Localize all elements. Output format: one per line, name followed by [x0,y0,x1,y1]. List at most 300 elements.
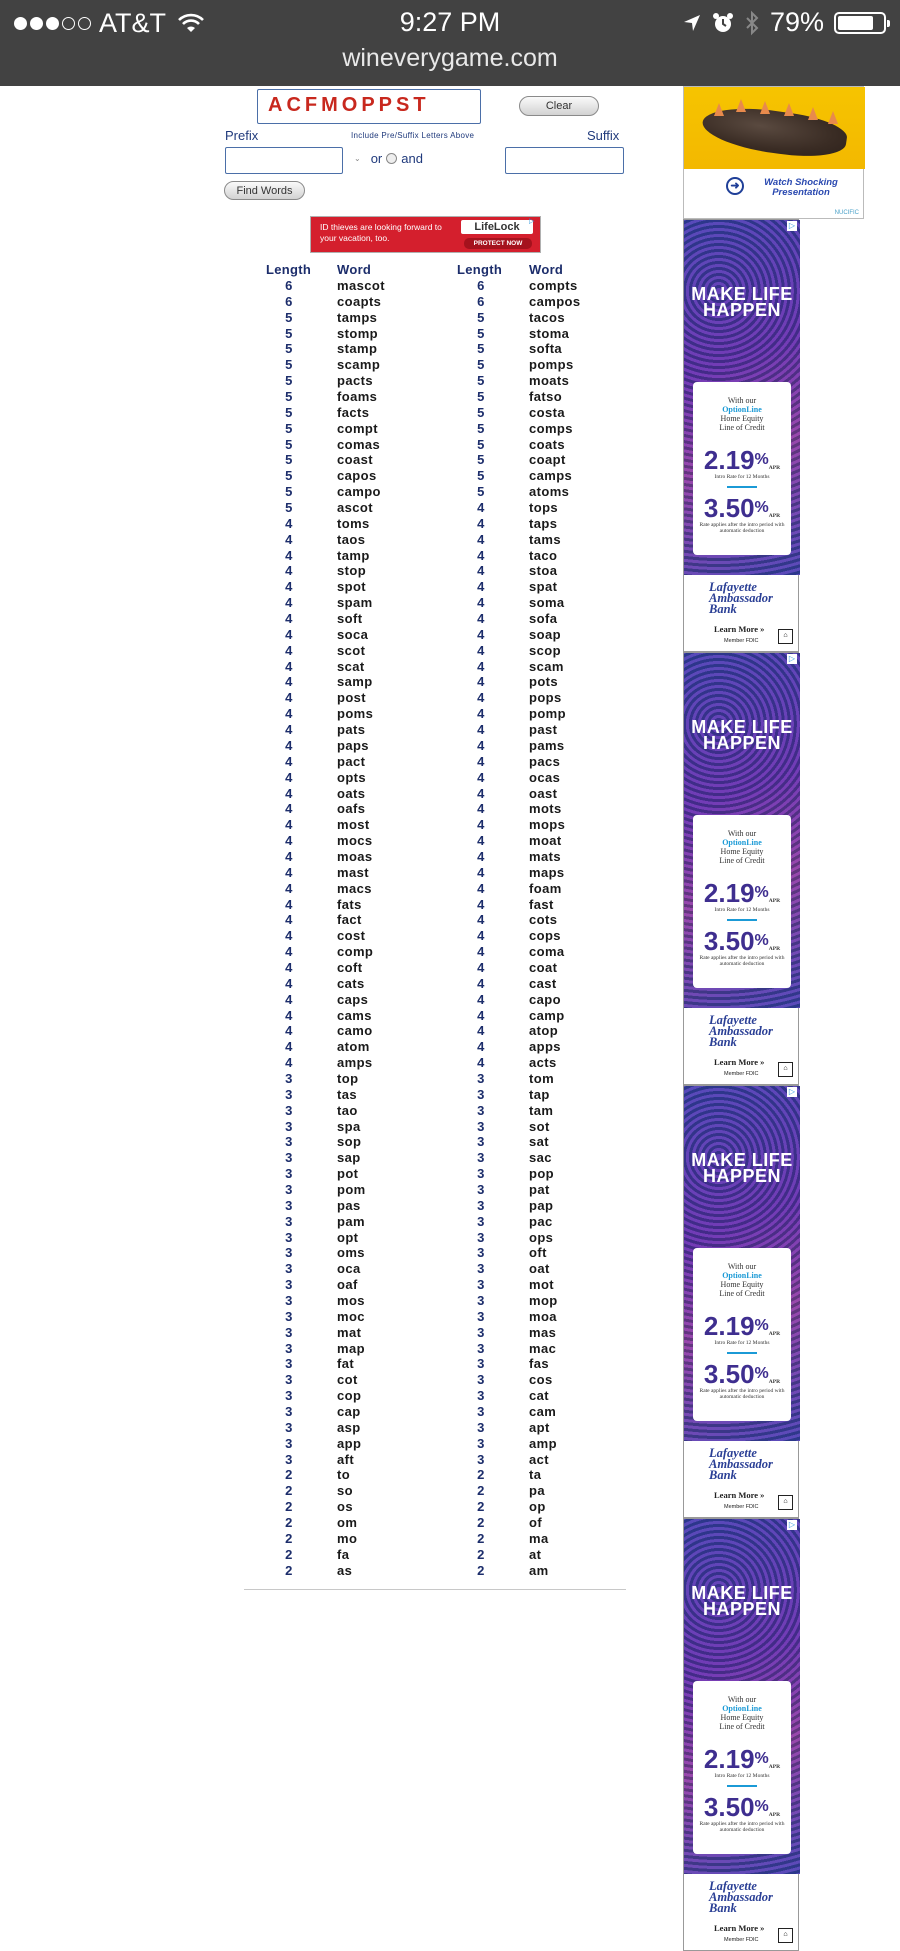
learn-more-link[interactable]: Learn More » [714,1923,765,1933]
word-link[interactable]: opt [337,1229,359,1245]
word-link[interactable]: pats [337,722,366,738]
word-length: 4 [285,928,293,944]
word-link[interactable]: ma [529,1530,549,1546]
word-link[interactable]: mocs [337,833,373,849]
protect-now-button[interactable]: PROTECT NOW [464,238,532,249]
word-link[interactable]: spat [529,579,558,595]
word-link[interactable]: apps [529,1039,561,1055]
word-length: 3 [285,1118,293,1134]
word-link[interactable]: mos [337,1293,365,1308]
with-our-text: With our [727,829,757,838]
word-link[interactable]: opts [337,769,367,785]
equal-housing-icon: ⌂ [778,629,793,644]
word-link[interactable]: campo [337,484,381,500]
word-link[interactable]: cos [529,1372,553,1388]
learn-more-link[interactable]: Learn More » [714,1490,765,1500]
word-length: 3 [285,1435,293,1451]
word-link[interactable]: pop [529,1166,555,1182]
and-label: and [401,151,423,166]
word-link[interactable]: asp [337,1419,361,1435]
word-link[interactable]: tamp [337,547,370,563]
word-link[interactable]: atop [529,1023,559,1039]
word-link[interactable]: pot [337,1166,359,1182]
word-length: 4 [285,658,293,674]
word-link[interactable]: coma [529,944,565,960]
word-link[interactable]: fa [337,1546,350,1562]
word-link[interactable]: pom [337,1181,366,1197]
word-link[interactable]: mast [337,864,369,880]
table-row [244,468,634,484]
word-link[interactable]: mats [529,848,561,864]
word-link[interactable]: oft [529,1245,547,1261]
word-link[interactable]: oca [337,1261,361,1277]
word-link[interactable]: mops [529,817,566,833]
word-link[interactable]: moas [337,848,373,864]
word-link[interactable]: pat [529,1181,550,1197]
word-link[interactable]: taos [337,531,366,547]
word-link[interactable]: poms [337,706,374,722]
word-length: 2 [285,1483,293,1499]
table-row [244,1023,634,1039]
word-length: 3 [285,1245,293,1261]
word-link[interactable]: spam [337,595,373,611]
word-link[interactable]: oms [337,1245,365,1261]
word-link[interactable]: past [529,722,558,738]
word-length: 3 [477,1372,485,1388]
word-link[interactable]: soca [337,626,369,642]
word-link[interactable]: act [529,1451,549,1467]
word-link[interactable]: ocas [529,769,561,785]
word-link[interactable]: mop [529,1293,558,1308]
word-link[interactable]: sac [529,1150,552,1166]
word-link[interactable]: moa [529,1308,557,1324]
word-link[interactable]: mo [337,1530,358,1546]
length-header: Length [266,262,312,277]
word-link[interactable]: scamp [337,357,381,373]
word-link[interactable]: paps [337,737,369,753]
word-link[interactable]: stamp [337,341,378,357]
word-link[interactable]: sofa [529,611,558,627]
table-row [244,1341,634,1357]
product-desc: Home Equity Line of Credit [719,414,765,432]
word-link[interactable]: stoa [529,563,558,579]
word-length: 4 [477,769,485,785]
word-link[interactable]: softa [529,341,563,357]
word-length: 5 [477,357,485,373]
word-link[interactable]: soft [337,611,363,627]
word-length: 2 [477,1483,485,1499]
word-link[interactable]: stomp [337,325,378,341]
word-link[interactable]: ta [529,1467,542,1483]
word-link[interactable]: scat [337,658,365,674]
word-link[interactable]: tams [529,531,561,547]
word-link[interactable]: samp [337,674,373,690]
word-link[interactable]: coapts [337,293,382,309]
word-link[interactable]: pap [529,1197,554,1213]
word-link[interactable]: camps [529,468,573,484]
table-row [244,1309,634,1325]
word-length: 4 [285,1007,293,1023]
word-link[interactable]: om [337,1515,358,1531]
word-link[interactable]: cop [337,1388,362,1404]
word-length: 4 [285,944,293,960]
word-link[interactable]: foams [337,389,378,405]
word-link[interactable]: am [529,1562,549,1578]
word-length: 4 [477,959,485,975]
word-link[interactable]: coast [337,452,373,468]
word-length: 4 [477,1055,485,1071]
word-link[interactable]: mas [529,1324,557,1340]
word-link[interactable]: tops [529,500,559,516]
word-link[interactable]: taps [529,515,558,531]
word-length: 4 [477,706,485,722]
word-length: 6 [285,278,293,293]
word-link[interactable]: maps [529,864,565,880]
word-link[interactable]: oast [529,785,558,801]
word-link[interactable]: macs [337,880,372,896]
word-link[interactable]: cops [529,928,561,944]
word-link[interactable]: oat [529,1261,550,1277]
word-length: 3 [285,1086,293,1102]
word-link[interactable]: tamps [337,309,378,325]
word-link[interactable]: acts [529,1055,557,1071]
table-row [244,1356,634,1372]
table-row [244,516,634,532]
word-link[interactable]: tacos [529,309,565,325]
lafayette-bank-ad-2[interactable] [683,652,799,1085]
member-fdic: Member FDIC [724,638,759,644]
word-link[interactable]: app [337,1435,362,1451]
rate-card [693,1681,791,1854]
table-row [244,1119,634,1135]
word-link[interactable]: coats [529,436,565,452]
word-link[interactable]: fatso [529,389,563,405]
and-radio[interactable] [386,153,397,164]
table-row [244,1420,634,1436]
word-link[interactable]: fat [337,1356,355,1372]
word-link[interactable]: moats [529,373,570,389]
word-length: 4 [477,1023,485,1039]
regular-rate-note: Rate applies after the intro period with automatic deduction [699,522,785,534]
word-link[interactable]: sot [529,1118,550,1134]
word-length: 5 [477,420,485,436]
word-link[interactable]: sop [337,1134,362,1150]
word-link[interactable]: ops [529,1229,554,1245]
table-row [244,1515,634,1531]
suffix-label: Suffix [587,128,620,143]
word-length: 5 [477,404,485,420]
word-length: 6 [477,293,485,309]
fingerprint-art [684,1519,800,1874]
table-row [244,1325,634,1341]
word-link[interactable]: spa [337,1118,361,1134]
word-link[interactable]: sat [529,1134,549,1150]
watch-presentation-link[interactable]: Watch Shocking Presentation [764,177,838,198]
word-link[interactable]: comas [337,436,381,452]
equal-housing-icon: ⌂ [778,1062,793,1077]
word-link[interactable]: toms [337,515,370,531]
word-link[interactable]: oats [337,785,366,801]
word-link[interactable]: pact [337,753,366,769]
browser-status-bar [0,0,900,86]
word-link[interactable]: most [337,817,370,833]
word-length: 4 [285,579,293,595]
word-link[interactable]: tam [529,1102,554,1118]
word-link[interactable]: so [337,1483,353,1499]
word-link[interactable]: spot [337,579,367,595]
word-link[interactable]: compt [337,420,378,436]
lafayette-bank-ad-4[interactable] [683,1518,799,1951]
word-link[interactable]: atom [337,1039,370,1055]
word-link[interactable]: mots [529,801,562,817]
word-length: 4 [477,1039,485,1055]
word-link[interactable]: pac [529,1213,553,1229]
word-link[interactable]: mat [337,1324,362,1340]
word-link[interactable]: atoms [529,484,570,500]
adchoices-icon[interactable]: ▷ [788,1520,796,1529]
radio-selected-icon[interactable]: ⌄ [354,154,361,163]
word-link[interactable]: pops [529,690,562,706]
word-length: 4 [285,864,293,880]
word-link[interactable]: pam [337,1213,365,1229]
table-row [244,579,634,595]
word-link[interactable]: amp [529,1435,557,1451]
word-length: 4 [285,626,293,642]
word-link[interactable]: stop [337,563,367,579]
intro-rate-note: Intro Rate for 12 Months [714,474,770,480]
learn-more-link[interactable]: Learn More » [714,1057,765,1067]
word-link[interactable]: oafs [337,801,366,817]
optionline-text: OptionLine [722,1704,762,1713]
word-link[interactable]: pomp [529,706,566,722]
word-link[interactable]: pas [337,1197,361,1213]
prefix-input[interactable] [225,147,343,174]
table-row [244,437,634,453]
lafayette-bank-ad-3[interactable] [683,1085,799,1518]
word-link[interactable]: cat [529,1388,549,1404]
rate-card [693,382,791,555]
word-link[interactable]: moat [529,833,562,849]
word-link[interactable]: apt [529,1419,550,1435]
word-length: 4 [285,817,293,833]
suffix-input[interactable] [505,147,624,174]
word-link[interactable]: mascot [337,278,385,293]
adchoices-icon[interactable]: ▷ [788,1087,796,1096]
status-icons [682,7,886,38]
word-length: 5 [285,500,293,516]
word-link[interactable]: post [337,690,367,706]
word-link[interactable]: scam [529,658,564,674]
divider [244,1589,626,1590]
word-link[interactable]: cot [337,1372,358,1388]
find-words-button[interactable]: Find Words [224,181,305,200]
lifelock-ad[interactable] [310,216,541,253]
word-link[interactable]: mot [529,1277,555,1293]
word-link[interactable]: os [337,1499,353,1515]
word-link[interactable]: scop [529,642,561,658]
word-link[interactable]: soap [529,626,561,642]
word-link[interactable]: scot [337,642,366,658]
word-link[interactable]: facts [337,404,370,420]
word-link[interactable]: taco [529,547,558,563]
word-link[interactable]: cams [337,1007,372,1023]
word-length: 2 [477,1562,485,1578]
word-link[interactable]: cast [529,975,557,991]
word-length: 2 [477,1467,485,1483]
word-link[interactable]: capos [337,468,377,484]
table-row [244,849,634,865]
word-link[interactable]: foam [529,880,562,896]
word-link[interactable]: fats [337,896,362,912]
word-length: 4 [477,833,485,849]
word-link[interactable]: pomps [529,357,574,373]
word-link[interactable]: compts [529,278,578,293]
optionline-text: OptionLine [722,405,762,414]
word-length: 4 [477,531,485,547]
table-row [244,1452,634,1468]
results-rows [244,278,634,1578]
word-link[interactable]: aft [337,1451,355,1467]
optionline-text: OptionLine [722,838,762,847]
location-arrow-icon [682,13,702,33]
word-link[interactable]: mac [529,1340,557,1356]
word-link[interactable]: pa [529,1483,545,1499]
word-link[interactable]: cam [529,1404,557,1420]
word-link[interactable]: coft [337,959,363,975]
word-link[interactable]: tas [337,1086,357,1102]
word-length: 3 [477,1245,485,1261]
word-length: 3 [477,1293,485,1308]
word-length: 3 [477,1166,485,1182]
word-link[interactable]: map [337,1340,365,1356]
word-link[interactable]: costa [529,404,565,420]
product-desc: Home Equity Line of Credit [719,1713,765,1731]
word-link[interactable]: fas [529,1356,549,1372]
optionline-text: OptionLine [722,1271,762,1280]
word-link[interactable]: coat [529,959,558,975]
table-row [244,817,634,833]
word-link[interactable]: pams [529,737,565,753]
word-link[interactable]: capo [529,991,561,1007]
word-link[interactable]: camo [337,1023,373,1039]
word-length: 5 [285,436,293,452]
word-link[interactable]: sap [337,1150,361,1166]
table-row [244,1372,634,1388]
word-link[interactable]: cap [337,1404,361,1420]
word-link[interactable]: comp [337,944,374,960]
word-link[interactable]: caps [337,991,369,1007]
word-length: 4 [477,864,485,880]
table-row [244,1230,634,1246]
word-link[interactable]: as [337,1562,353,1578]
nucific-ad[interactable] [683,86,864,219]
word-length: 3 [285,1356,293,1372]
adchoices-icon[interactable]: ▷ [788,221,796,230]
word-link[interactable]: oaf [337,1277,358,1293]
word-length: 6 [285,293,293,309]
rate-card [693,1248,791,1421]
word-link[interactable]: pacts [337,373,373,389]
word-link[interactable]: fast [529,896,554,912]
word-link[interactable]: stoma [529,325,570,341]
word-length: 3 [285,1166,293,1182]
word-link[interactable]: camp [529,1007,565,1023]
rate-card [693,815,791,988]
adchoices-icon[interactable]: ▷ [529,218,535,225]
table-row [244,1103,634,1119]
table-row [244,484,634,500]
word-link[interactable]: cots [529,912,558,928]
address-bar-url[interactable]: wineverygame.com [342,44,558,72]
word-link[interactable]: coapt [529,452,566,468]
table-row [244,674,634,690]
word-link[interactable]: to [337,1467,351,1483]
learn-more-link[interactable]: Learn More » [714,624,765,634]
letters-input[interactable]: ACFMOPPST [257,89,481,124]
table-row [244,278,634,294]
table-row [244,786,634,802]
lifelock-logo: LifeLock [461,220,533,234]
ad-headline: MAKE LIFE HAPPEN [691,1150,793,1186]
lafayette-bank-ad-1[interactable] [683,219,799,652]
adchoices-icon[interactable]: ▷ [788,654,796,663]
word-link[interactable]: of [529,1515,543,1531]
table-row [244,722,634,738]
word-length: 3 [285,1451,293,1467]
word-length: 5 [477,341,485,357]
word-length: 4 [477,912,485,928]
word-link[interactable]: at [529,1546,542,1562]
word-link[interactable]: pacs [529,753,561,769]
table-row [244,627,634,643]
table-row [244,833,634,849]
table-row [244,960,634,976]
intro-rate-note: Intro Rate for 12 Months [714,907,770,913]
product-desc: Home Equity Line of Credit [719,1280,765,1298]
word-link[interactable]: top [337,1070,359,1086]
arrow-right-icon: ➜ [726,177,744,195]
word-link[interactable]: campos [529,293,581,309]
word-length: 3 [285,1324,293,1340]
fingerprint-art [684,1086,800,1441]
word-link[interactable]: amps [337,1055,373,1071]
word-length: 3 [477,1086,485,1102]
word-link[interactable]: fact [337,912,362,928]
bank-logo: Lafayette Ambassador Bank [709,580,773,616]
word-length: 5 [477,436,485,452]
clear-button[interactable]: Clear [519,96,599,116]
word-link[interactable]: tap [529,1086,550,1102]
word-link[interactable]: cats [337,975,365,991]
word-link[interactable]: soma [529,595,565,611]
word-link[interactable]: cost [337,928,366,944]
intro-rate: 2.19%APR [703,878,781,908]
regular-rate: 3.50%APR [703,493,781,523]
word-link[interactable]: tom [529,1070,555,1086]
word-link[interactable]: tao [337,1102,358,1118]
word-length: 4 [285,595,293,611]
word-link[interactable]: comps [529,420,573,436]
table-row [244,1039,634,1055]
word-length: 4 [477,500,485,516]
word-link[interactable]: moc [337,1308,365,1324]
table-row [244,548,634,564]
word-link[interactable]: op [529,1499,546,1515]
word-length: 4 [285,611,293,627]
word-link[interactable]: pots [529,674,559,690]
word-link[interactable]: ascot [337,500,373,516]
table-row [244,976,634,992]
